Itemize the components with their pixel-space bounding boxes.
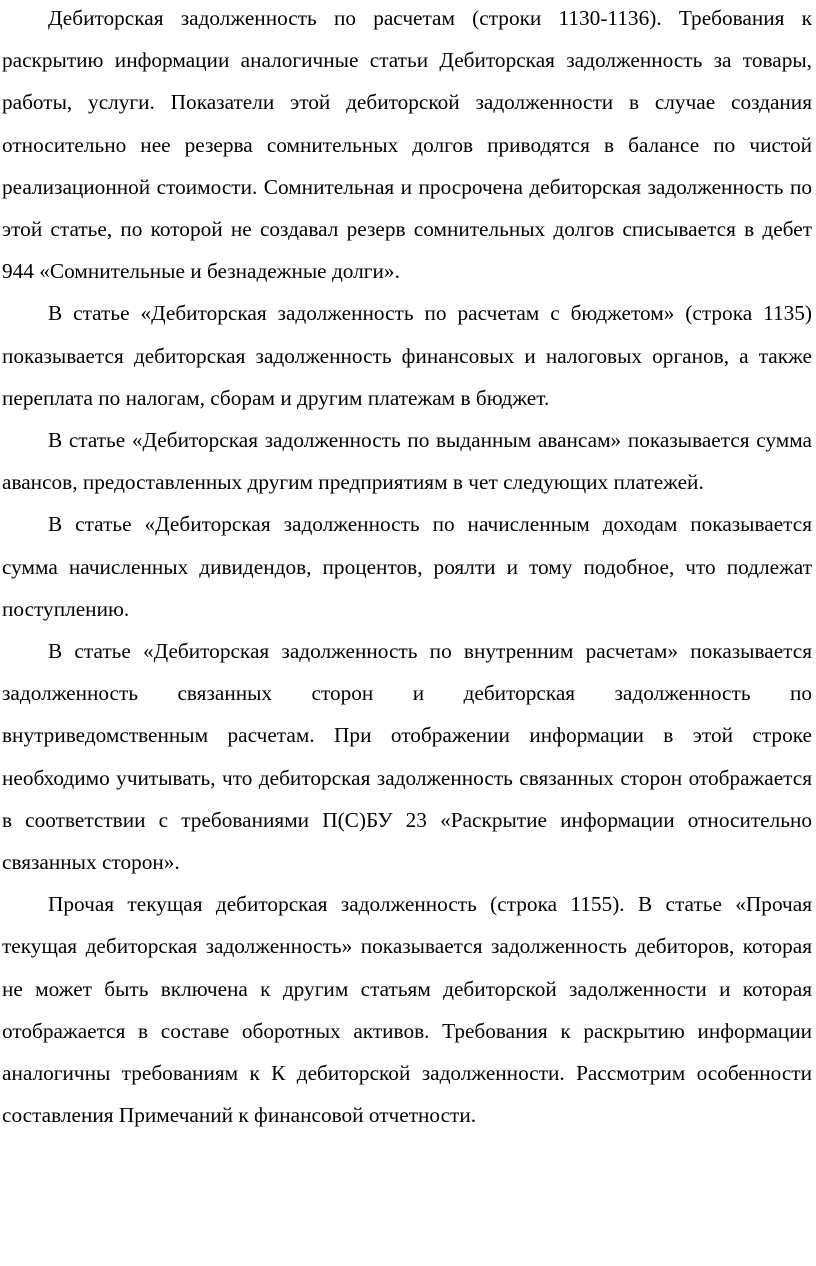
paragraph-other-receivables: Прочая текущая дебиторская задолженность (строка 1155). В статье «Прочая текущая дебиторская задолженность» показывается задолженность дебиторов, которая не может быть включена к другим статьям дебиторской задолженности и которая отображается в составе оборотных активов. Требования к раскрытию информации аналогичны требованиям к К дебиторской задолженности. Рассмотрим особенности составления Примечаний к финансовой отчетности. [2,892,812,1128]
paragraph-receivables-internal: В статье «Дебиторская задолженность по внутренним расчетам» показывается задолженность связанных сторон и дебиторская задолженность по внутриведомственным расчетам. При отображении информации в этой строке необходимо учитывать, что дебиторская задолженность связанных сторон отображается в соответствии с требованиями П(С)БУ 23 «Раскрытие информации относительно связанных сторон». [2,639,812,875]
paragraph-receivables-budget: В статье «Дебиторская задолженность по расчетам с бюджетом» (строка 1135) показывается дебиторская задолженность финансовых и налоговых органов, а также переплата по налогам, сборам и другим платежам в бюджет. [2,301,812,410]
paragraph-receivables-advances: В статье «Дебиторская задолженность по выданным авансам» показывается сумма авансов, предоставленных другим предприятиям в чет следующих платежей. [2,428,812,495]
paragraph-receivables-settlements: Дебиторская задолженность по расчетам (строки 1130-1136). Требования к раскрытию информации аналогичные статьи Дебиторская задолженность за товары, работы, услуги. Показатели этой дебиторской задолженности в случае создания относительно нее резерва сомнительных долгов приводятся в балансе по чистой реализационной стоимости. Сомнительная и просрочена дебиторская задолженность по этой статье, по которой не создавал резерв сомнительных долгов списывается в дебет 944 «Сомнительные и безнадежные долги». [2,6,812,284]
paragraph-receivables-accrued-income: В статье «Дебиторская задолженность по начисленным доходам показывается сумма начисленных дивидендов, процентов, роялти и тому подобное, что подлежат поступлению. [2,512,812,621]
